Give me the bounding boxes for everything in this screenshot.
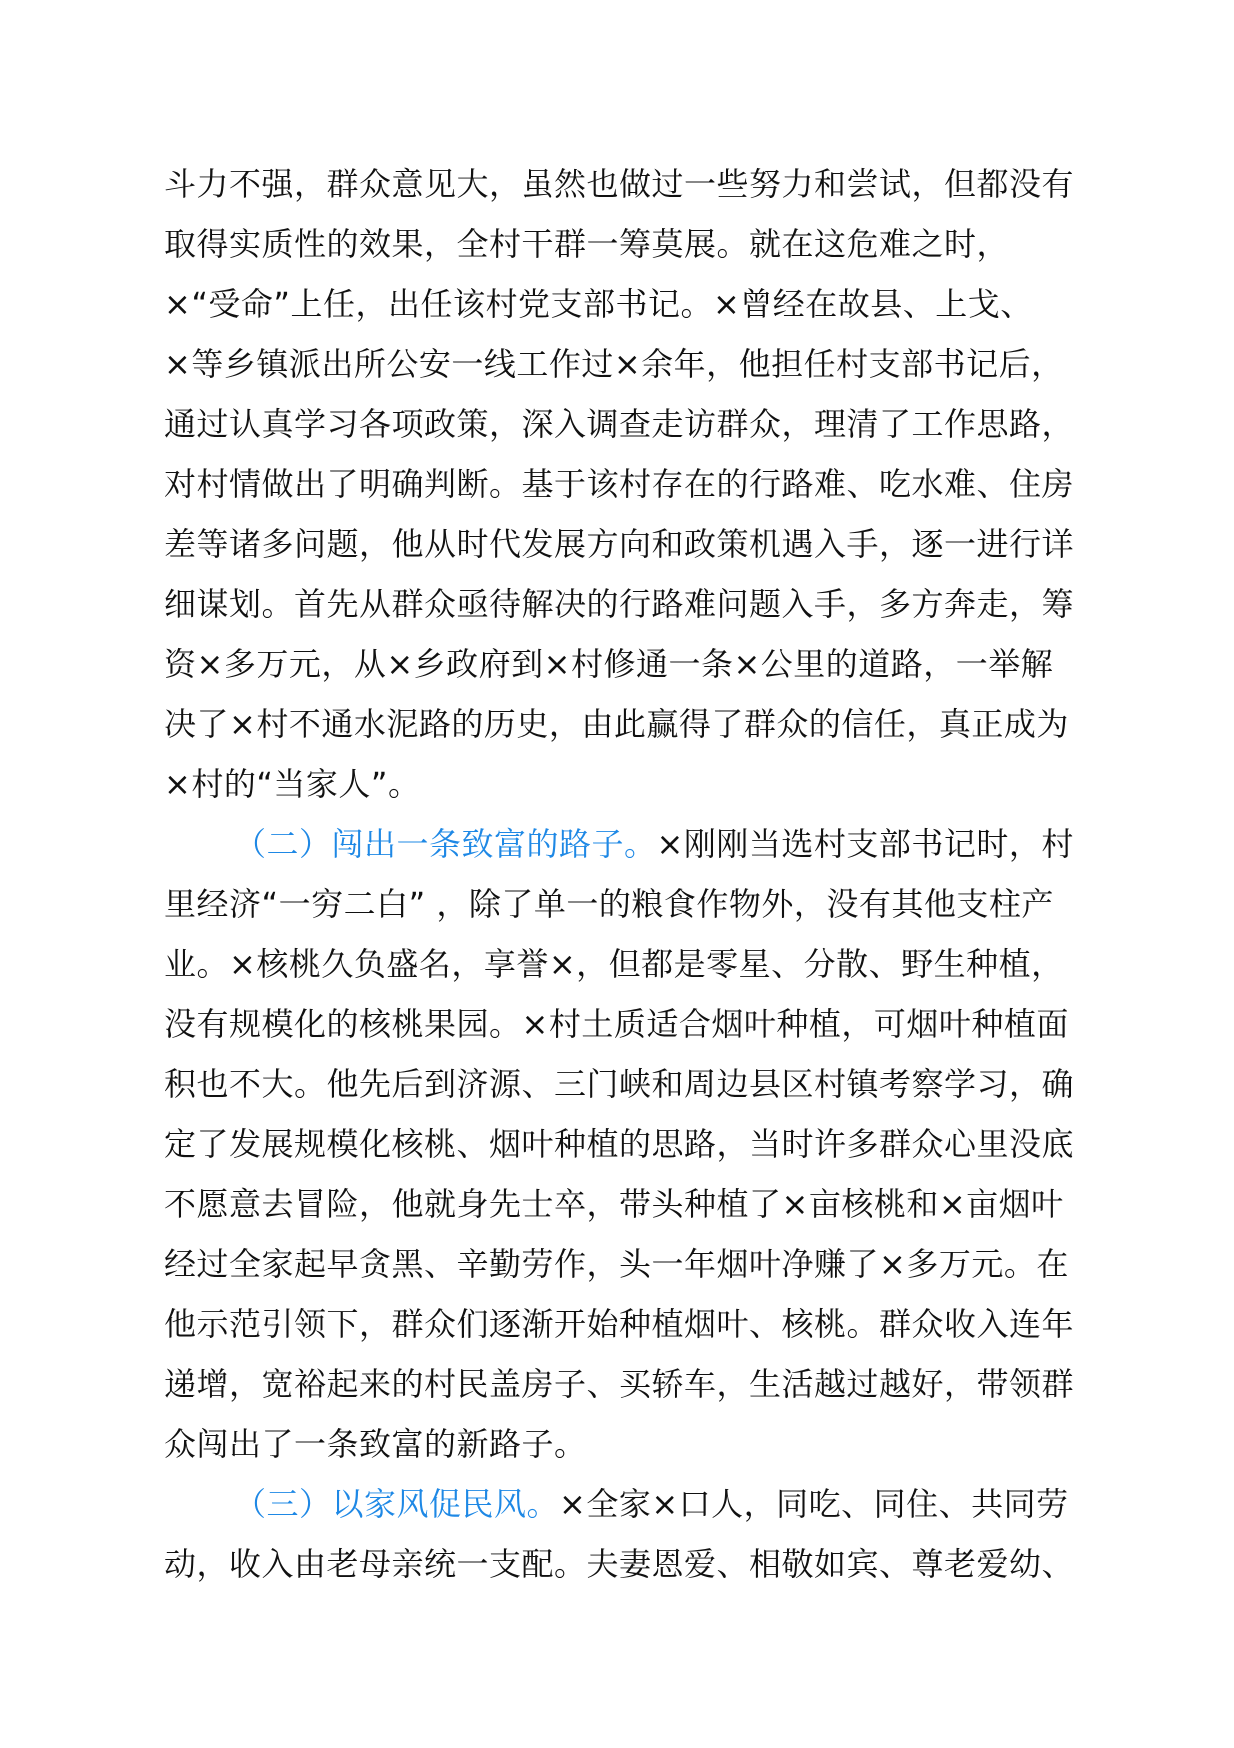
section-heading: （二）闯出一条致富的路子。 (234, 825, 657, 863)
section-first-line-text: ×刚刚当选村支部书记时，村 (656, 825, 1074, 863)
paragraph-line: 通过认真学习各项政策，深入调查走访群众，理清了工作思路， (164, 405, 1075, 443)
section-first-line (164, 1474, 1124, 1534)
paragraph-line: 里经济“一穷二白” ，除了单一的粮食作物外，没有其他支柱产 (164, 885, 1054, 923)
paragraph-line: ×村的“当家人”。 (164, 765, 421, 803)
paragraph-line: 众闯出了一条致富的新路子。 (164, 1425, 587, 1463)
paragraph-line: 决了×村不通水泥路的历史，由此赢得了群众的信任，真正成为 (164, 705, 1069, 743)
paragraph-line: 积也不大。他先后到济源、三门峡和周边县区村镇考察学习，确 (164, 1065, 1075, 1103)
paragraph-line: 斗力不强，群众意见大，虽然也做过一些努力和尝试，但都没有 (164, 165, 1075, 203)
paragraph-line: 他示范引领下，群众们逐渐开始种植烟叶、核桃。群众收入连年 (164, 1305, 1075, 1343)
paragraph-line: 差等诸多问题，他从时代发展方向和政策机遇入手，逐一进行详 (164, 525, 1075, 563)
document-body (164, 154, 1124, 1594)
paragraph-line: 细谋划。首先从群众亟待解决的行路难问题入手，多方奔走，筹 (164, 585, 1075, 623)
paragraph-line: 业。×核桃久负盛名，享誉×，但都是零星、分散、野生种植， (164, 945, 1064, 983)
paragraph-line: ×等乡镇派出所公安一线工作过×余年，他担任村支部书记后， (164, 345, 1064, 383)
paragraph-line: 不愿意去冒险，他就身先士卒，带头种植了×亩核桃和×亩烟叶 (164, 1185, 1064, 1223)
paragraph-line: 对村情做出了明确判断。基于该村存在的行路难、吃水难、住房 (164, 465, 1075, 503)
paragraph-line: 没有规模化的核桃果园。×村土质适合烟叶种植，可烟叶种植面 (164, 1005, 1069, 1043)
paragraph-line: 定了发展规模化核桃、烟叶种植的思路，当时许多群众心里没底 (164, 1125, 1075, 1163)
paragraph-line: ×“受命”上任，出任该村党支部书记。×曾经在故县、上戈、 (164, 285, 1033, 323)
paragraph-line: 动，收入由老母亲统一支配。夫妻恩爱、相敬如宾、尊老爱幼、 (164, 1545, 1075, 1583)
paragraph-line: 经过全家起早贪黑、辛勤劳作，头一年烟叶净赚了×多万元。在 (164, 1245, 1069, 1283)
section-heading: （三）以家风促民风。 (234, 1485, 560, 1523)
paragraph-line: 递增，宽裕起来的村民盖房子、买轿车，生活越过越好，带领群 (164, 1365, 1075, 1403)
paragraph-line: 取得实质性的效果，全村干群一筹莫展。就在这危难之时， (164, 225, 1010, 263)
section-first-line-text: ×全家×口人，同吃、同住、共同劳 (559, 1485, 1069, 1523)
section-first-line (164, 814, 1124, 874)
paragraph-line: 资×多万元，从×乡政府到×村修通一条×公里的道路，一举解 (164, 645, 1054, 683)
